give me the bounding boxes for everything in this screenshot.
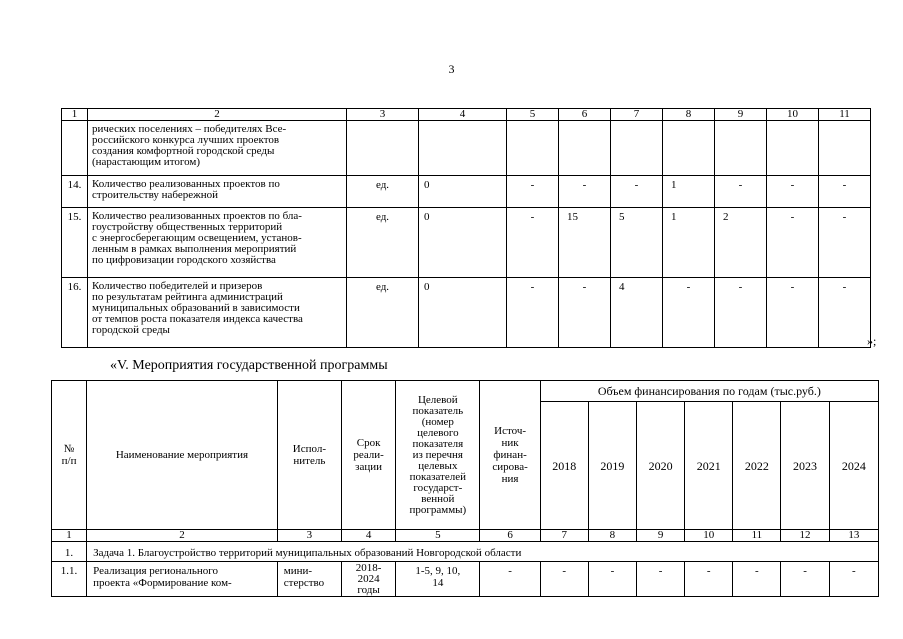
- column-number: 4: [342, 530, 396, 542]
- header-activity-name: Наименование мероприятия: [87, 381, 278, 530]
- header-line: Источ-: [494, 425, 527, 437]
- year-2023: 2023: [781, 402, 829, 530]
- value-cell: -: [507, 278, 559, 348]
- year-2020: 2020: [637, 402, 685, 530]
- value-cell: -: [715, 176, 767, 208]
- column-number: 11: [733, 530, 781, 542]
- value-cell: [559, 121, 611, 176]
- value-cell: 0: [419, 278, 507, 348]
- value-cell: 0: [419, 208, 507, 278]
- row-number: 14.: [62, 176, 88, 208]
- header-line: целевых: [418, 459, 458, 472]
- value-cell: -: [588, 562, 636, 597]
- value-cell: [819, 121, 871, 176]
- task-text: Задача 1. Благоустройство территорий муниципальных образований Новгородской области: [87, 542, 879, 562]
- text-line: 14: [432, 577, 444, 589]
- indicator-name: [88, 121, 347, 176]
- value-cell: [419, 121, 507, 176]
- text-line: стерство: [283, 577, 325, 589]
- text-line: от темпов роста показателя индекса качества: [92, 313, 303, 325]
- column-number: 5: [396, 530, 480, 542]
- value-cell: -: [819, 176, 871, 208]
- text-line: проекта «Формирование ком-: [93, 577, 232, 589]
- header-line: венной: [421, 492, 455, 505]
- indicator-name: [88, 278, 347, 348]
- text-line: Количество победителей и призеров: [92, 280, 263, 292]
- column-number: 9: [637, 530, 685, 542]
- value-cell: -: [611, 176, 663, 208]
- value-cell: -: [540, 562, 588, 597]
- column-number: 7: [540, 530, 588, 542]
- row-number: [62, 121, 88, 176]
- text-line: Количество реализованных проектов по: [92, 178, 280, 190]
- task-row: [52, 542, 879, 562]
- executor-cell: [277, 562, 341, 597]
- column-number: 3: [347, 109, 419, 121]
- value-cell: 5: [611, 208, 663, 278]
- value-cell: -: [767, 208, 819, 278]
- activity-name: [87, 562, 278, 597]
- indicators-table: [61, 108, 871, 348]
- header-line: целевого: [417, 426, 459, 439]
- header-line: из перечня: [412, 448, 463, 461]
- header-line: Срок: [356, 437, 381, 449]
- column-number: 10: [685, 530, 733, 542]
- term-cell: [342, 562, 396, 597]
- table-row: [62, 278, 871, 348]
- activities-table: [51, 380, 879, 597]
- year-2018: 2018: [540, 402, 588, 530]
- value-cell: -: [829, 562, 878, 597]
- header-line: ник: [501, 437, 519, 449]
- table-row: [62, 208, 871, 278]
- header-line: показателя: [412, 437, 464, 450]
- text-line: 1-5, 9, 10,: [415, 565, 461, 577]
- text-line: с энергосберегающим освещением, установ-: [92, 232, 302, 244]
- value-cell: [507, 121, 559, 176]
- header-funding: Объем финансирования по годам (тыс.руб.): [540, 381, 878, 402]
- column-number: 10: [767, 109, 819, 121]
- value-cell: 4: [611, 278, 663, 348]
- value-cell: -: [819, 278, 871, 348]
- year-2021: 2021: [685, 402, 733, 530]
- text-line: 2018-: [355, 562, 382, 574]
- value-cell: -: [767, 278, 819, 348]
- text-line: российского конкурса лучших проектов: [92, 134, 280, 146]
- header-line: зации: [355, 461, 383, 473]
- text-line: создания комфортной городской среды: [92, 145, 275, 157]
- value-cell: -: [685, 562, 733, 597]
- column-number: 8: [663, 109, 715, 121]
- header-line: государст-: [413, 481, 463, 494]
- table-row: [62, 176, 871, 208]
- header-term: [342, 381, 396, 530]
- text-line: муниципальных образований в зависимости: [92, 302, 300, 314]
- text-line: по цифровизации городского хозяйства: [92, 254, 276, 266]
- column-number: 8: [588, 530, 636, 542]
- header-executor: [277, 381, 341, 530]
- table-row: [52, 562, 879, 597]
- value-cell: [611, 121, 663, 176]
- column-number: 3: [277, 530, 341, 542]
- header-line: ния: [501, 473, 519, 485]
- table-row: [62, 121, 871, 176]
- value-cell: -: [781, 562, 829, 597]
- row-number: 1.1.: [52, 562, 87, 597]
- unit-cell: ед.: [347, 176, 419, 208]
- indicators-header-row: [62, 109, 871, 121]
- column-number: 11: [819, 109, 871, 121]
- column-number: 13: [829, 530, 878, 542]
- row-number: 15.: [62, 208, 88, 278]
- header-source: [480, 381, 540, 530]
- value-cell: 1: [663, 208, 715, 278]
- unit-cell: ед.: [347, 278, 419, 348]
- value-cell: -: [507, 176, 559, 208]
- text-line: строительству набережной: [92, 189, 219, 201]
- column-number: 1: [62, 109, 88, 121]
- header-indicator: [396, 381, 480, 530]
- header-line: программы): [409, 503, 467, 516]
- value-cell: -: [559, 176, 611, 208]
- column-number: 12: [781, 530, 829, 542]
- year-2022: 2022: [733, 402, 781, 530]
- text-line: ленным в рамках выполнения мероприятий: [92, 243, 297, 255]
- indicator-name: [88, 208, 347, 278]
- column-number: 2: [87, 530, 278, 542]
- text-line: Реализация регионального: [93, 565, 219, 577]
- header-line: Целевой: [417, 393, 458, 406]
- header-line: нитель: [293, 455, 326, 467]
- unit-cell: [347, 121, 419, 176]
- task-number: 1.: [52, 542, 87, 562]
- text-line: мини-: [283, 565, 313, 577]
- year-2024: 2024: [829, 402, 878, 530]
- value-cell: [663, 121, 715, 176]
- value-cell: -: [507, 208, 559, 278]
- column-number: 2: [88, 109, 347, 121]
- text-line: рических поселениях – победителях Все-: [92, 123, 287, 135]
- value-cell: -: [715, 278, 767, 348]
- unit-cell: ед.: [347, 208, 419, 278]
- header-line: реали-: [353, 449, 384, 461]
- indicator-name: [88, 176, 347, 208]
- header-row-top: [52, 381, 879, 402]
- header-line: п/п: [61, 455, 77, 467]
- column-number: 9: [715, 109, 767, 121]
- value-cell: -: [733, 562, 781, 597]
- closing-quote: »;: [867, 334, 877, 348]
- header-line: (номер: [421, 415, 454, 428]
- text-line: по результатам рейтинга администраций: [92, 291, 283, 303]
- value-cell: [715, 121, 767, 176]
- value-cell: 1: [663, 176, 715, 208]
- value-cell: 0: [419, 176, 507, 208]
- text-line: 2024: [357, 573, 380, 585]
- text-line: городской среды: [92, 324, 170, 336]
- column-number: 5: [507, 109, 559, 121]
- column-number: 1: [52, 530, 87, 542]
- section-title: «V. Мероприятия государственной программы: [110, 358, 388, 373]
- value-cell: 2: [715, 208, 767, 278]
- text-line: Количество реализованных проектов по бла-: [92, 210, 302, 222]
- column-number: 4: [419, 109, 507, 121]
- value-cell: 15: [559, 208, 611, 278]
- value-cell: -: [559, 278, 611, 348]
- column-number: 6: [480, 530, 540, 542]
- header-line: сирова-: [492, 461, 528, 473]
- value-cell: -: [637, 562, 685, 597]
- header-line: показателей: [409, 470, 466, 483]
- value-cell: -: [663, 278, 715, 348]
- header-line: Испол-: [292, 443, 326, 455]
- value-cell: -: [480, 562, 540, 597]
- year-2019: 2019: [588, 402, 636, 530]
- page-number: 3: [448, 62, 455, 76]
- row-number: 16.: [62, 278, 88, 348]
- header-number: [52, 381, 87, 530]
- text-line: (нарастающим итогом): [92, 156, 201, 168]
- column-number: 7: [611, 109, 663, 121]
- value-cell: -: [767, 176, 819, 208]
- indicator-cell: [396, 562, 480, 597]
- value-cell: -: [819, 208, 871, 278]
- header-line: финан-: [493, 449, 527, 461]
- header-line: показатель: [412, 404, 464, 417]
- text-line: годы: [357, 584, 380, 596]
- text-line: гоустройству общественных территорий: [92, 221, 283, 233]
- value-cell: [767, 121, 819, 176]
- column-index-row: [52, 530, 879, 542]
- header-line: №: [63, 443, 75, 455]
- column-number: 6: [559, 109, 611, 121]
